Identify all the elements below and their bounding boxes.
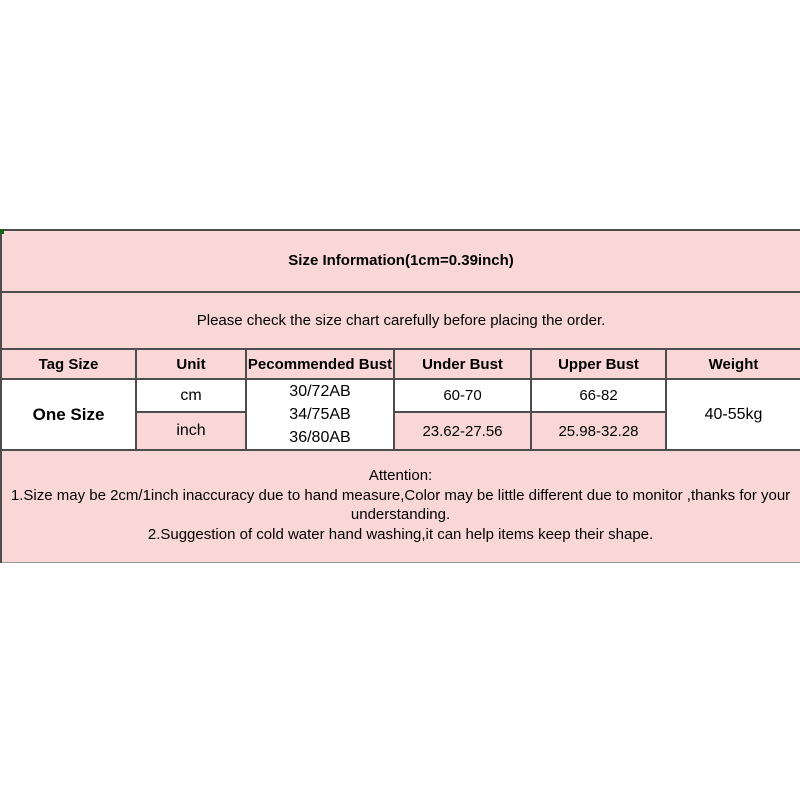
recommended-bust-line: 34/75AB <box>289 406 351 423</box>
col-header-tag-size: Tag Size <box>1 349 136 379</box>
attention-note-2: 2.Suggestion of cold water hand washing,it can help items keep their shape. <box>147 525 654 543</box>
corner-artifact-green <box>0 229 4 234</box>
cell-unit-inch: inch <box>136 412 246 450</box>
cell-under-bust-cm: 60-70 <box>394 379 531 412</box>
col-header-weight: Weight <box>666 349 800 379</box>
attention-title: Attention: <box>368 467 433 485</box>
cell-upper-bust-inch: 25.98-32.28 <box>531 412 666 450</box>
cell-recommended-bust <box>246 379 394 450</box>
cell-weight: 40-55kg <box>666 379 800 450</box>
attention-block <box>1 450 800 562</box>
page-title: Size Information(1cm=0.39inch) <box>1 230 800 292</box>
cell-under-bust-inch: 23.62-27.56 <box>394 412 531 450</box>
size-chart-table <box>0 229 800 563</box>
col-header-recommended-bust: Pecommended Bust <box>246 349 394 379</box>
cell-upper-bust-cm: 66-82 <box>531 379 666 412</box>
recommended-bust-line: 36/80AB <box>289 429 351 446</box>
attention-row <box>1 450 800 562</box>
cell-unit-cm: cm <box>136 379 246 412</box>
col-header-upper-bust: Upper Bust <box>531 349 666 379</box>
subtitle-note: Please check the size chart carefully before placing the order. <box>1 292 800 349</box>
recommended-bust-line: 30/72AB <box>289 383 351 400</box>
col-header-under-bust: Under Bust <box>394 349 531 379</box>
size-chart-sheet <box>0 229 800 563</box>
cell-tag-size: One Size <box>1 379 136 450</box>
subtitle-row <box>1 292 800 349</box>
title-row <box>1 230 800 292</box>
attention-note-1: 1.Size may be 2cm/1inch inaccuracy due to hand measure,Color may be little different due to monitor ,thanks for your understanding. <box>10 486 791 524</box>
table-row-cm <box>1 379 800 412</box>
column-header-row <box>1 349 800 379</box>
col-header-unit: Unit <box>136 349 246 379</box>
